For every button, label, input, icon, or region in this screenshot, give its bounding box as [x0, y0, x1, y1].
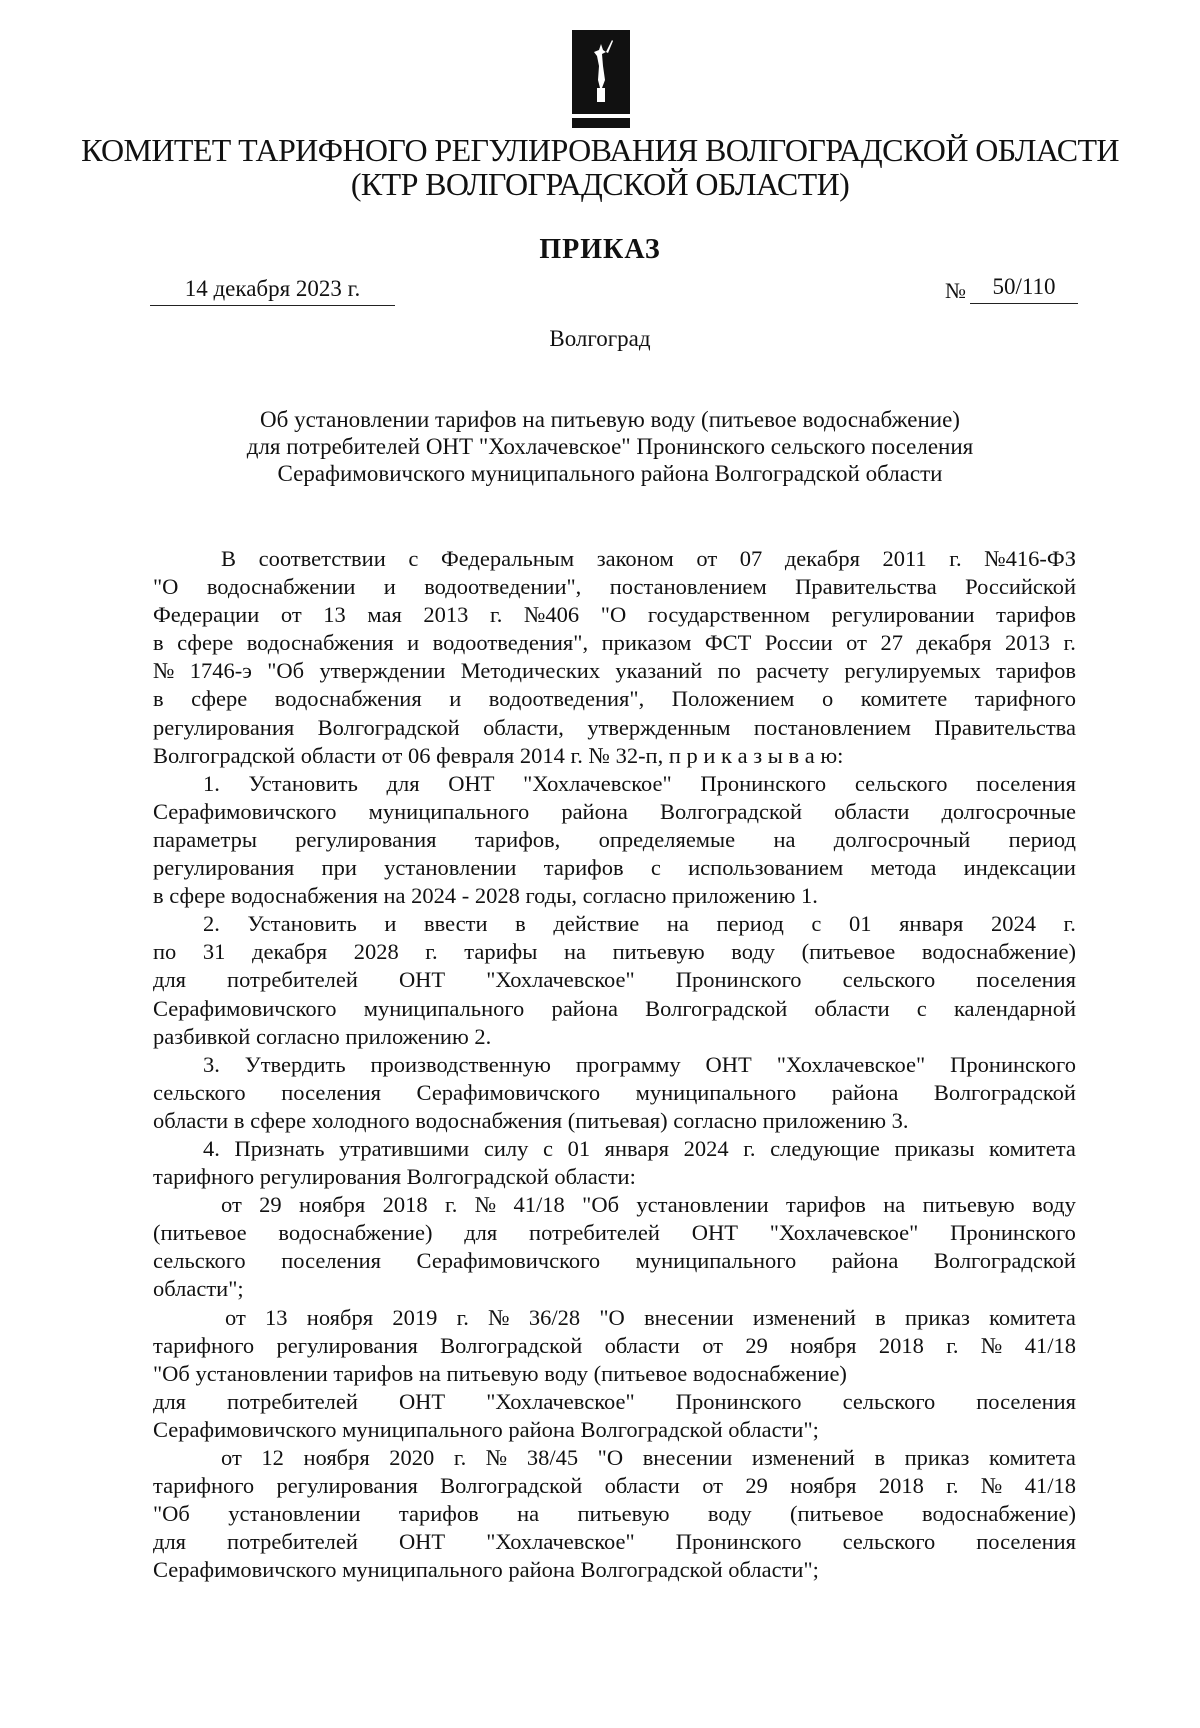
body-line: от 12 ноября 2020 г. № 38/45 "О внесении изменений в приказ комитета	[221, 1445, 1076, 1470]
body-line: 4. Признать утратившими силу с 01 января 2024 г. следующие приказы комитета	[203, 1135, 1076, 1161]
body-line: параметры регулирования тарифов, определяемые на долгосрочный период	[153, 826, 1076, 852]
city-name: Волгоград	[549, 326, 651, 351]
body-line: В соответствии с Федеральным законом от 07 декабря 2011 г. №416-ФЗ	[221, 546, 1076, 571]
body-line: Серафимовичского муниципального района Волгоградской области";	[153, 1557, 819, 1583]
body-line: регулирования при установлении тарифов с использованием метода индексации	[153, 855, 1076, 881]
document-number	[945, 274, 1078, 304]
subject-line: Об установлении тарифов на питьевую воду (питьевое водоснабжение)	[260, 407, 960, 432]
body-line: от 13 ноября 2019 г. № 36/28 "О внесении изменений в приказ комитета	[225, 1304, 1076, 1330]
number-sign: №	[945, 278, 966, 303]
coat-of-arms-emblem	[572, 30, 630, 128]
body-line: "Об установлении тарифов на питьевую воду (питьевое водоснабжение)	[153, 1360, 847, 1386]
body-line: области";	[153, 1276, 244, 1302]
body-line: 1. Установить для ОНТ "Хохлачевское" Пронинского сельского поселения	[203, 770, 1076, 796]
body-line: по 31 декабря 2028 г. тарифы на питьевую воду (питьевое водоснабжение)	[153, 939, 1076, 965]
number-value: 50/110	[970, 274, 1078, 304]
body-line: тарифного регулирования Волгоградской области:	[153, 1164, 636, 1190]
organization-name: КОМИТЕТ ТАРИФНОГО РЕГУЛИРОВАНИЯ ВОЛГОГРАДСКОЙ ОБЛАСТИ	[81, 132, 1119, 168]
body-line: в сфере водоснабжения на 2024 - 2028 годы, согласно приложению 1.	[153, 883, 818, 909]
body-line: "О водоснабжении и водоотведении", постановлением Правительства Российской	[153, 574, 1076, 600]
body-line: 2. Установить и ввести в действие на период с 01 января 2024 г.	[203, 911, 1076, 937]
subject-line: Серафимовичского муниципального района Волгоградской области	[277, 461, 943, 486]
document-body	[153, 545, 1076, 1584]
document-date: 14 декабря 2023 г.	[150, 276, 395, 306]
body-line: 3. Утвердить производственную программу ОНТ "Хохлачевское" Пронинского	[203, 1051, 1076, 1077]
document-type: ПРИКАЗ	[539, 234, 661, 265]
body-line: сельского поселения Серафимовичского муниципального района Волгоградской	[153, 1079, 1076, 1105]
body-line: тарифного регулирования Волгоградской области от 29 ноября 2018 г. № 41/18	[153, 1332, 1076, 1358]
body-line: Серафимовичского муниципального района Волгоградской области долгосрочные	[153, 798, 1076, 824]
body-line: сельского поселения Серафимовичского муниципального района Волгоградской	[153, 1248, 1076, 1274]
body-line: № 1746-э "Об утверждении Методических указаний по расчету регулируемых тарифов	[153, 658, 1076, 684]
body-line: "Об установлении тарифов на питьевую воду (питьевое водоснабжение)	[153, 1501, 1076, 1527]
subject-line: для потребителей ОНТ "Хохлачевское" Пронинского сельского поселения	[246, 434, 974, 459]
body-line: регулирования Волгоградской области, утвержденным постановлением Правительства	[153, 714, 1076, 740]
body-line: для потребителей ОНТ "Хохлачевское" Пронинского сельского поселения	[153, 1388, 1076, 1414]
body-line: Федерации от 13 мая 2013 г. №406 "О государственном регулировании тарифов	[153, 602, 1076, 628]
body-line: Волгоградской области от 06 февраля 2014 г. № 32-п, п р и к а з ы в а ю:	[153, 742, 844, 768]
body-line: тарифного регулирования Волгоградской области от 29 ноября 2018 г. № 41/18	[153, 1473, 1076, 1499]
body-line: Серафимовичского муниципального района Волгоградской области с календарной	[153, 995, 1076, 1021]
body-line: разбивкой согласно приложению 2.	[153, 1023, 492, 1049]
body-line: для потребителей ОНТ "Хохлачевское" Пронинского сельского поселения	[153, 1529, 1076, 1555]
organization-short-name: (КТР ВОЛГОГРАДСКОЙ ОБЛАСТИ)	[350, 166, 850, 202]
body-line: в сфере водоснабжения и водоотведения", Положением о комитете тарифного	[153, 686, 1076, 712]
body-line: области в сфере холодного водоснабжения (питьевая) согласно приложению 3.	[153, 1107, 909, 1133]
body-line: Серафимовичского муниципального района Волгоградской области";	[153, 1416, 819, 1442]
body-line: (питьевое водоснабжение) для потребителей ОНТ "Хохлачевское" Пронинского	[153, 1220, 1076, 1246]
body-line: в сфере водоснабжения и водоотведения", приказом ФСТ России от 27 декабря 2013 г.	[153, 630, 1076, 656]
document-subject	[150, 406, 1070, 487]
body-line: от 29 ноября 2018 г. № 41/18 "Об установлении тарифов на питьевую воду	[221, 1192, 1076, 1218]
body-line: для потребителей ОНТ "Хохлачевское" Пронинского сельского поселения	[153, 967, 1076, 993]
